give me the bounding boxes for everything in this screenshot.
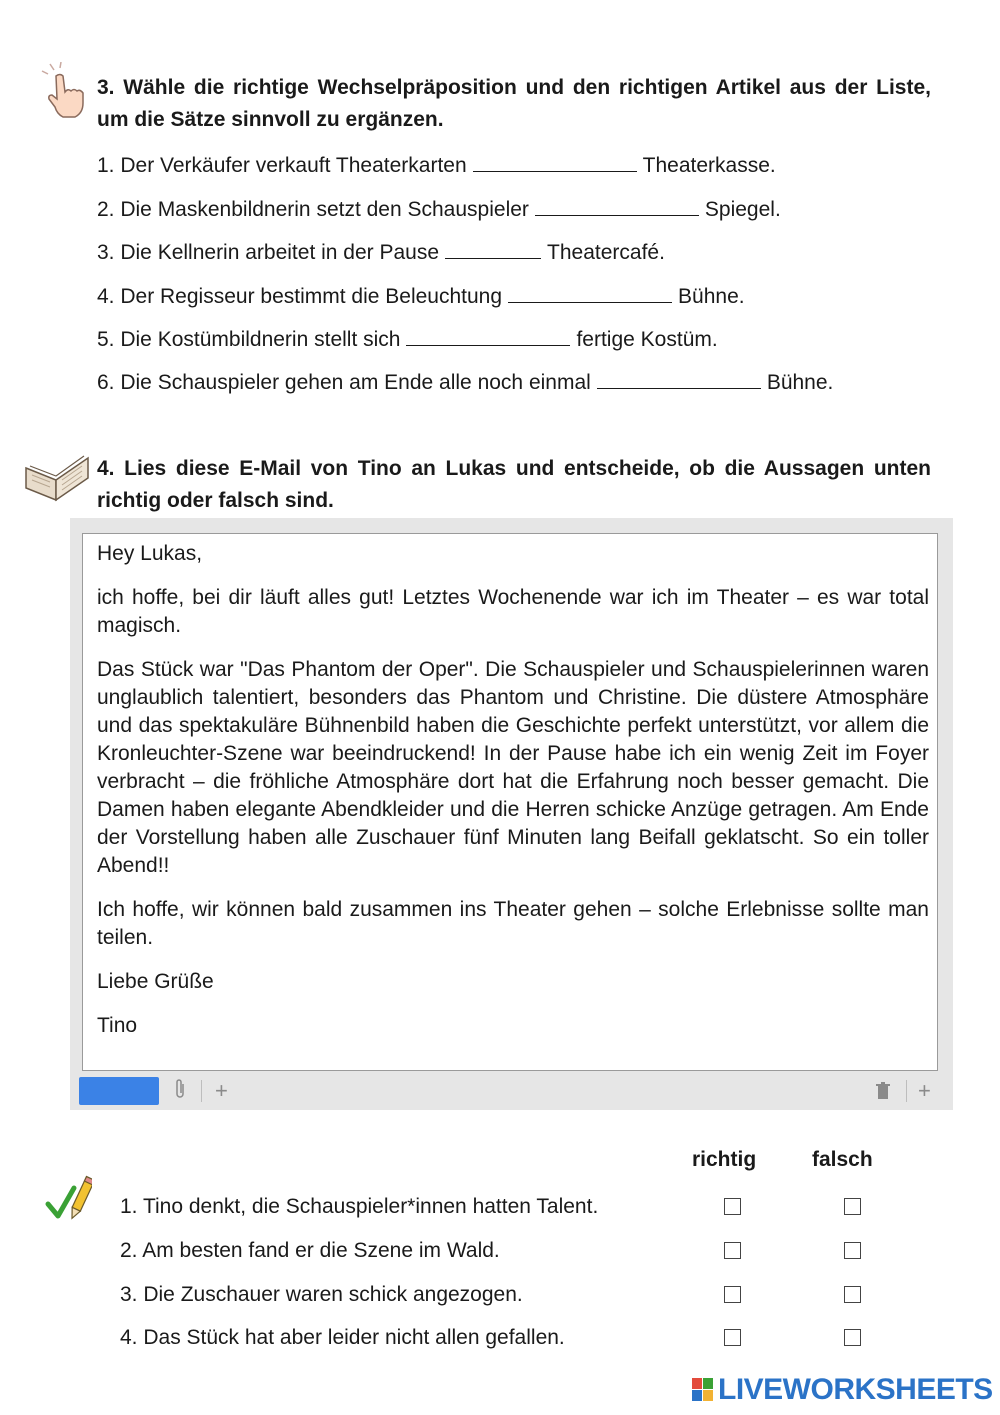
task4-heading: 4. Lies diese E-Mail von Tino an Lukas und entscheide, ob die Aussagen unten richtig oder falsch sind. <box>97 457 931 512</box>
sentence-4 <box>97 284 745 310</box>
column-richtig: richtig <box>692 1148 757 1171</box>
gap-blank[interactable] <box>535 197 699 216</box>
sentence-6 <box>97 370 833 396</box>
checkbox-richtig-2[interactable] <box>724 1242 741 1259</box>
sentence-text: 3. Die Kellnerin arbeitet in der Pause <box>97 241 440 264</box>
sentence-text: 6. Die Schauspieler gehen am Ende alle noch einmal <box>97 371 591 394</box>
plus-icon[interactable]: + <box>918 1078 931 1103</box>
sentence-text: 2. Die Maskenbildnerin setzt den Schauspieler <box>97 198 529 221</box>
email-signature: Tino <box>97 1014 138 1037</box>
toolbar-divider <box>201 1080 202 1102</box>
sentence-text: 4. Der Regisseur bestimmt die Beleuchtung <box>97 285 503 308</box>
sentence-text: Spiegel. <box>704 198 781 221</box>
sentence-text: fertige Kostüm. <box>576 328 718 351</box>
gap-blank[interactable] <box>445 240 541 259</box>
pointing-hand-icon <box>40 62 88 120</box>
liveworksheets-logo-icon <box>692 1378 714 1402</box>
statement-3: 3. Die Zuschauer waren schick angezogen. <box>120 1283 523 1306</box>
task3-heading: 3. Wähle die richtige Wechselpräposition und den richtigen Artikel aus der Liste, um die Sätze sinnvoll zu ergänzen. <box>97 76 931 131</box>
liveworksheets-logo[interactable]: LIVEWORKSHEETS <box>718 1373 993 1406</box>
checkbox-richtig-4[interactable] <box>724 1329 741 1346</box>
sentence-text: Bühne. <box>766 371 834 394</box>
sentence-text: Bühne. <box>678 285 745 308</box>
checkbox-falsch-3[interactable] <box>844 1286 861 1303</box>
sentence-1 <box>97 153 776 179</box>
checkbox-richtig-1[interactable] <box>724 1198 741 1215</box>
email-paragraph-2: Das Stück war "Das Phantom der Oper". Die Schauspieler und Schauspielerinnen waren unglaublich talentiert, besonders das Phantom und Christine. Die düstere Atmosphäre und das spektakuläre Bühnenbild haben die Geschichte perfekt unterstützt, vor allem die Kronleuchter-Szene war beeindruckend! In der Pause habe ich ein wenig Zeit im Foyer verbracht – die fröhliche Atmosphäre dort hat die Erfahrung noch besser gemacht. Die Damen haben elegante Abendkleider und die Herren schicke Anzüge getragen. Am Ende der Vorstellung haben alle Zuschauer fünf Minuten lang Beifall geklatscht. So ein toller Abend!! <box>97 658 929 877</box>
pencil-check-icon <box>44 1174 92 1226</box>
plus-icon[interactable]: + <box>215 1078 228 1103</box>
gap-blank[interactable] <box>597 370 761 389</box>
checkbox-falsch-1[interactable] <box>844 1198 861 1215</box>
sentence-text: 5. Die Kostümbildnerin stellt sich <box>97 328 401 351</box>
toolbar-divider <box>906 1080 907 1102</box>
statement-2: 2. Am besten fand er die Szene im Wald. <box>120 1239 500 1262</box>
checkbox-falsch-4[interactable] <box>844 1329 861 1346</box>
gap-blank[interactable] <box>508 284 672 303</box>
sentence-text: Theatercafé. <box>547 241 665 264</box>
email-closing: Liebe Grüße <box>97 970 214 993</box>
email-paragraph-1: ich hoffe, bei dir läuft alles gut! Letztes Wochenende war ich im Theater – es war total magisch. <box>97 586 929 637</box>
trash-icon[interactable] <box>876 1080 890 1106</box>
email-paragraph-3: Ich hoffe, wir können bald zusammen ins Theater gehen – solche Erlebnisse sollte man teilen. <box>97 898 929 949</box>
checkbox-richtig-3[interactable] <box>724 1286 741 1303</box>
statement-4: 4. Das Stück hat aber leider nicht allen gefallen. <box>120 1326 565 1349</box>
statement-1: 1. Tino denkt, die Schauspieler*innen hatten Talent. <box>120 1195 599 1218</box>
gap-blank[interactable] <box>473 153 637 172</box>
sentence-5 <box>97 327 718 353</box>
send-button[interactable] <box>79 1077 159 1105</box>
email-greeting: Hey Lukas, <box>97 542 203 565</box>
sentence-text: 1. Der Verkäufer verkauft Theaterkarten <box>97 154 467 177</box>
open-book-icon <box>22 450 92 502</box>
paperclip-icon[interactable] <box>173 1078 187 1106</box>
column-falsch: falsch <box>812 1148 873 1171</box>
sentence-3 <box>97 240 665 266</box>
checkbox-falsch-2[interactable] <box>844 1242 861 1259</box>
sentence-2 <box>97 197 781 223</box>
sentence-text: Theaterkasse. <box>642 154 776 177</box>
gap-blank[interactable] <box>406 327 570 346</box>
email-body <box>82 533 938 1071</box>
